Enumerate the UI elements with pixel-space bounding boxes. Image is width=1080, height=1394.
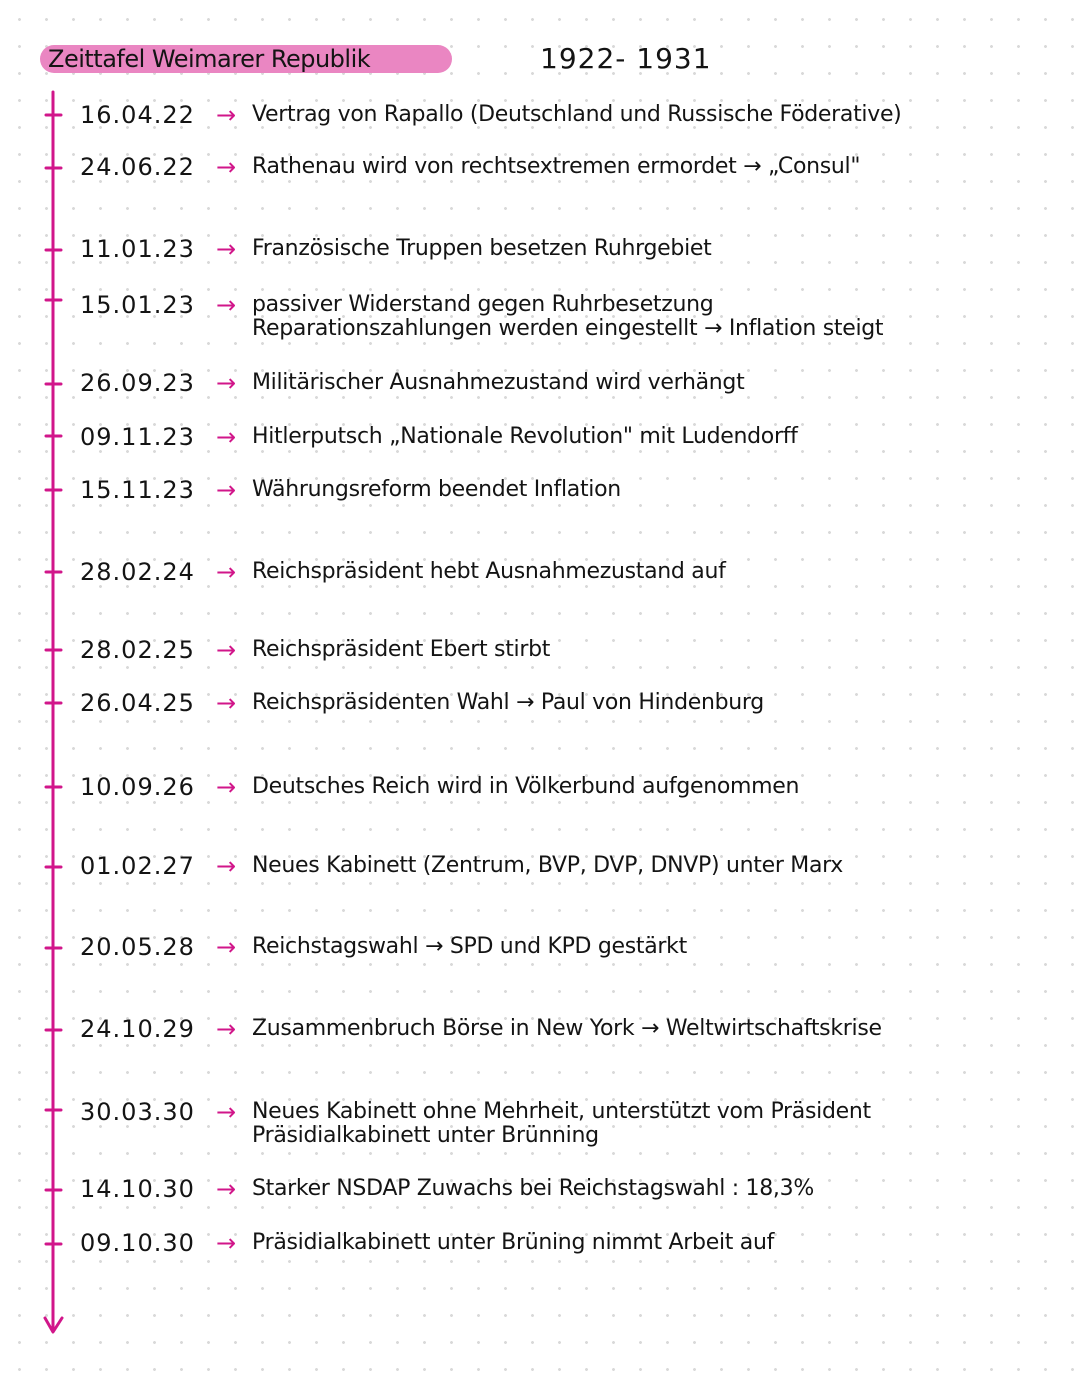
entry-date: 26.04.25 <box>80 689 195 717</box>
entry-text-line: passiver Widerstand gegen Ruhrbesetzung <box>252 292 714 317</box>
arrow-right-icon: → <box>216 101 237 129</box>
entry-text <box>252 420 1042 449</box>
arrow-right-icon: → <box>216 1098 237 1126</box>
entry-date: 20.05.28 <box>80 933 195 961</box>
entry-text-line: Reichstagswahl → SPD und KPD gestärkt <box>252 934 687 959</box>
entry-text-line: Reichspräsidenten Wahl → Paul von Hindenburg <box>252 690 764 715</box>
entry-date: 30.03.30 <box>80 1098 195 1126</box>
entry-text <box>252 366 1042 395</box>
entry-date: 28.02.24 <box>80 558 195 586</box>
entry-text <box>252 849 1042 878</box>
entry-text-line: Währungsreform beendet Inflation <box>252 477 621 502</box>
entry-text-line: Neues Kabinett (Zentrum, BVP, DVP, DNVP) unter Marx <box>252 853 844 878</box>
entry-date: 09.11.23 <box>80 423 195 451</box>
arrow-right-icon: → <box>216 153 237 181</box>
timeline-entry <box>0 1012 1080 1072</box>
timeline-entry <box>0 150 1080 210</box>
timeline-entry <box>0 420 1080 480</box>
entry-text <box>252 930 1042 959</box>
arrow-right-icon: → <box>216 291 237 319</box>
entry-date: 24.10.29 <box>80 1015 195 1043</box>
timeline-entry <box>0 366 1080 426</box>
arrow-right-icon: → <box>216 933 237 961</box>
arrow-right-icon: → <box>216 369 237 397</box>
entry-date: 09.10.30 <box>80 1229 195 1257</box>
entry-text <box>252 1172 1042 1201</box>
timeline-entry <box>0 770 1080 830</box>
entry-text-line: Militärischer Ausnahmezustand wird verhängt <box>252 370 745 395</box>
arrow-right-icon: → <box>216 1229 237 1257</box>
timeline-entry <box>0 232 1080 292</box>
entry-text <box>252 1226 1042 1255</box>
timeline-entry <box>0 1226 1080 1286</box>
arrow-right-icon: → <box>216 773 237 801</box>
entry-text <box>252 232 1042 261</box>
entry-text <box>252 1012 1042 1041</box>
entry-text-line: Zusammenbruch Börse in New York → Weltwirtschaftskrise <box>252 1016 882 1041</box>
arrow-right-icon: → <box>216 852 237 880</box>
entry-text-line: Rathenau wird von rechtsextremen ermordet → „Consul" <box>252 154 861 179</box>
timeline-entry <box>0 930 1080 990</box>
entry-text-line: Neues Kabinett ohne Mehrheit, unterstützt vom Präsident <box>252 1099 871 1124</box>
entry-text <box>252 150 1042 179</box>
entry-text-line: Deutsches Reich wird in Völkerbund aufgenommen <box>252 774 800 799</box>
arrow-right-icon: → <box>216 1175 237 1203</box>
entry-text <box>252 1095 1042 1148</box>
timeline-entry <box>0 473 1080 533</box>
timeline-entry <box>0 555 1080 615</box>
entry-date: 11.01.23 <box>80 235 195 263</box>
entry-date: 15.01.23 <box>80 291 195 319</box>
arrow-right-icon: → <box>216 423 237 451</box>
entry-text-line: Präsidialkabinett unter Brünning <box>252 1123 599 1148</box>
page-title: Zeittafel Weimarer Republik <box>40 45 452 73</box>
entry-text <box>252 770 1042 799</box>
timeline-entry <box>0 98 1080 158</box>
entry-text <box>252 555 1042 584</box>
entry-text-line: Hitlerputsch „Nationale Revolution" mit Ludendorff <box>252 424 798 449</box>
entry-text-line: Reparationszahlungen werden eingestellt → Inflation steigt <box>252 316 884 341</box>
entry-text <box>252 473 1042 502</box>
arrow-right-icon: → <box>216 558 237 586</box>
entry-text-line: Starker NSDAP Zuwachs bei Reichstagswahl : 18,3% <box>252 1176 814 1201</box>
arrow-right-icon: → <box>216 476 237 504</box>
year-range: 1922- 1931 <box>540 42 712 75</box>
entry-date: 15.11.23 <box>80 476 195 504</box>
timeline-entry <box>0 686 1080 746</box>
entry-date: 16.04.22 <box>80 101 195 129</box>
entry-date: 10.09.26 <box>80 773 195 801</box>
entry-text <box>252 633 1042 662</box>
entry-text-line: Reichspräsident hebt Ausnahmezustand auf <box>252 559 726 584</box>
entry-text <box>252 288 1042 341</box>
entry-text <box>252 98 1042 127</box>
entry-text <box>252 686 1042 715</box>
timeline-entry <box>0 849 1080 909</box>
entry-text-line: Präsidialkabinett unter Brüning nimmt Arbeit auf <box>252 1230 775 1255</box>
entry-date: 24.06.22 <box>80 153 195 181</box>
timeline-entry <box>0 1172 1080 1232</box>
arrow-right-icon: → <box>216 689 237 717</box>
arrow-right-icon: → <box>216 1015 237 1043</box>
entry-date: 01.02.27 <box>80 852 195 880</box>
entry-text-line: Französische Truppen besetzen Ruhrgebiet <box>252 236 712 261</box>
arrow-right-icon: → <box>216 636 237 664</box>
timeline-entry <box>0 633 1080 693</box>
entry-date: 14.10.30 <box>80 1175 195 1203</box>
entry-text-line: Reichspräsident Ebert stirbt <box>252 637 551 662</box>
entry-text-line: Vertrag von Rapallo (Deutschland und Russische Föderative) <box>252 102 902 127</box>
entry-date: 26.09.23 <box>80 369 195 397</box>
entry-date: 28.02.25 <box>80 636 195 664</box>
timeline-entry <box>0 1095 1080 1155</box>
arrow-right-icon: → <box>216 235 237 263</box>
timeline-entry <box>0 288 1080 348</box>
